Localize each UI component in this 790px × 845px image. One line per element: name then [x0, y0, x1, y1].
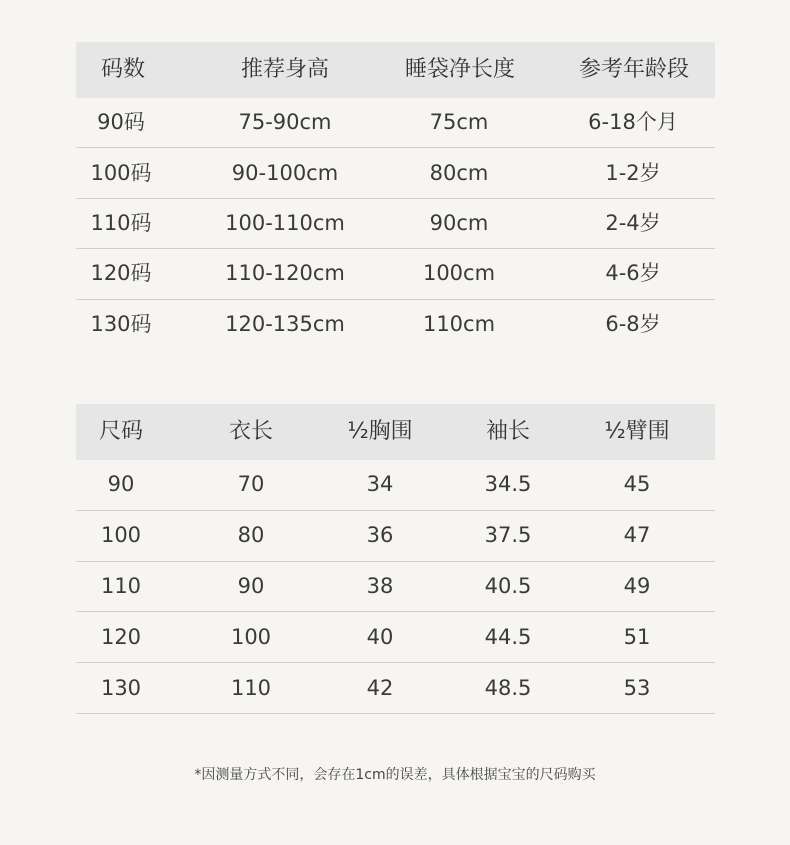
measure-header-cell: 袖长 — [485, 419, 531, 444]
table-cell: 37.5 — [484, 523, 532, 548]
table-cell: 130码 — [90, 312, 152, 337]
measurement-note: *因测量方式不同，会存在1cm的误差，具体根据宝宝的尺码购买 — [194, 767, 596, 783]
table-cell: 47 — [623, 523, 651, 548]
measure-table-header — [76, 404, 715, 460]
table-cell: 90-100cm — [231, 160, 339, 185]
table-row — [76, 460, 715, 511]
table-cell: 110-120cm — [225, 261, 345, 286]
table-row — [76, 511, 715, 562]
table-row — [76, 663, 715, 714]
table-cell: 100码 — [90, 160, 152, 185]
table-cell: 44.5 — [484, 624, 532, 649]
table-cell: 48.5 — [484, 675, 532, 700]
table-cell: 34.5 — [484, 472, 532, 497]
measure-header-cell: ½胸围 — [347, 419, 413, 444]
table-cell: 110码 — [90, 210, 152, 235]
table-cell: 75cm — [429, 110, 489, 135]
garment-measurement-table — [76, 404, 715, 714]
measure-header-cell: 尺码 — [98, 419, 144, 444]
table-cell: 45 — [623, 472, 651, 497]
table-row — [76, 300, 715, 350]
table-row — [76, 148, 715, 198]
table-cell: 110cm — [422, 312, 496, 337]
table-cell: 100-110cm — [225, 210, 345, 235]
table-cell: 110 — [230, 675, 272, 700]
table-cell: 130 — [100, 675, 142, 700]
table-cell: 53 — [623, 675, 651, 700]
table-cell: 2-4岁 — [605, 210, 661, 235]
table-cell: 90 — [107, 472, 135, 497]
table-cell: 6-8岁 — [605, 312, 661, 337]
table-cell: 110 — [100, 573, 142, 598]
table-cell: 90 — [237, 573, 265, 598]
table-cell: 36 — [366, 523, 394, 548]
size-recommendation-table — [76, 42, 715, 350]
table-row — [76, 249, 715, 299]
table-cell: 90码 — [97, 110, 145, 135]
table-cell: 80 — [237, 523, 265, 548]
table-row — [76, 562, 715, 613]
size-table-header — [76, 42, 715, 98]
table-row — [76, 612, 715, 663]
size-header-cell: 码数 — [100, 57, 146, 82]
table-cell: 42 — [366, 675, 394, 700]
table-cell: 100cm — [422, 261, 496, 286]
table-row — [76, 199, 715, 249]
size-header-cell: 参考年龄段 — [578, 57, 690, 82]
measure-header-cell: 衣长 — [228, 419, 274, 444]
measure-header-cell: ½臂围 — [604, 419, 670, 444]
table-cell: 100 — [230, 624, 272, 649]
table-cell: 34 — [366, 472, 394, 497]
table-cell: 1-2岁 — [605, 160, 661, 185]
table-cell: 6-18个月 — [588, 110, 678, 135]
table-cell: 120-135cm — [225, 312, 345, 337]
table-cell: 51 — [623, 624, 651, 649]
table-cell: 38 — [366, 573, 394, 598]
table-cell: 4-6岁 — [605, 261, 661, 286]
table-cell: 90cm — [429, 210, 489, 235]
table-cell: 70 — [237, 472, 265, 497]
table-cell: 120 — [100, 624, 142, 649]
table-cell: 75-90cm — [238, 110, 332, 135]
table-row — [76, 98, 715, 148]
table-cell: 120码 — [90, 261, 152, 286]
table-cell: 80cm — [429, 160, 489, 185]
size-header-cell: 睡袋净长度 — [404, 57, 516, 82]
size-header-cell: 推荐身高 — [240, 57, 330, 82]
table-cell: 49 — [623, 573, 651, 598]
table-cell: 40.5 — [484, 573, 532, 598]
table-cell: 100 — [100, 523, 142, 548]
table-cell: 40 — [366, 624, 394, 649]
